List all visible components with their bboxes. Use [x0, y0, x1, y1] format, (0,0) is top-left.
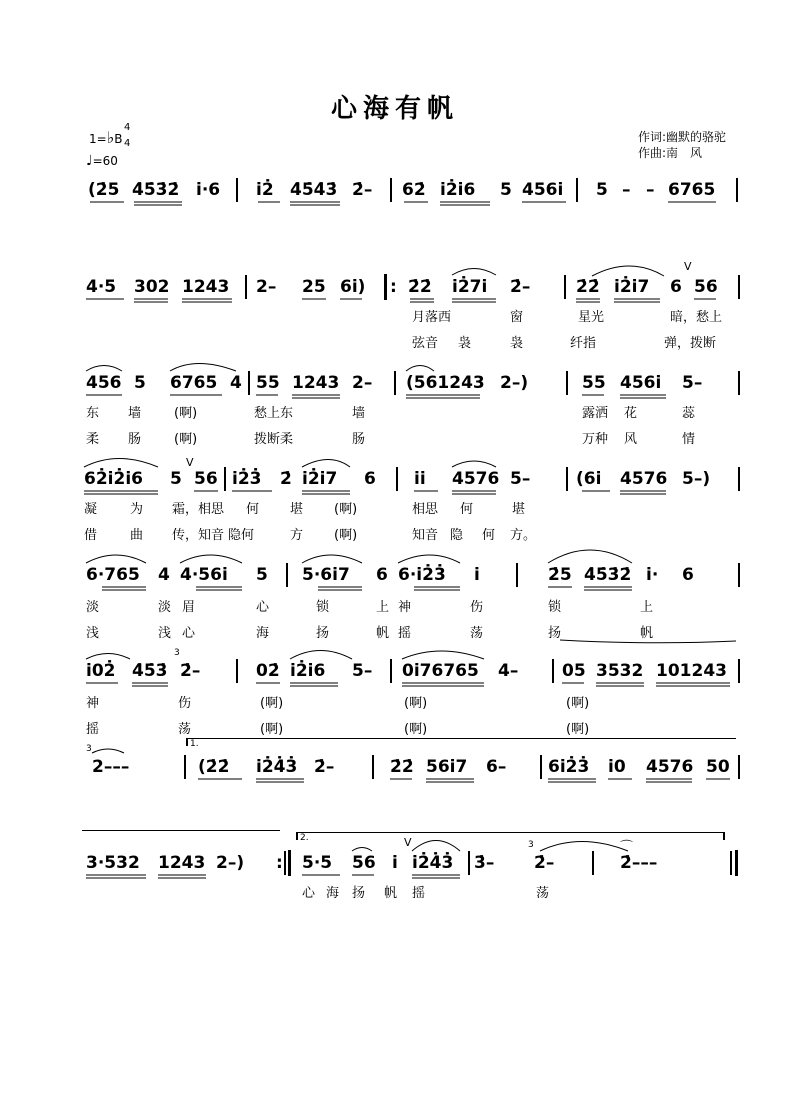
- lyric: 墙: [128, 406, 142, 421]
- note-group: 1243: [182, 277, 230, 297]
- lyric: 传，知音: [172, 528, 225, 543]
- note-group: 4̇5̇3̇2̇: [132, 180, 180, 200]
- slur: [452, 266, 664, 276]
- note-group: 4–: [498, 661, 519, 681]
- note-group: (561243: [406, 373, 485, 393]
- lyric: 东: [86, 406, 100, 421]
- note-group: 2̇5: [548, 565, 572, 585]
- note-group: 2̇–: [314, 757, 335, 777]
- tempo-value: =60: [92, 154, 118, 168]
- grace-note: 3: [528, 840, 534, 850]
- rhythm-underline: [102, 587, 632, 590]
- lyric: 情: [682, 432, 696, 447]
- note-group: 5–: [510, 469, 531, 489]
- lyric: 肠: [128, 432, 142, 447]
- note-group: 3·532: [86, 853, 140, 873]
- note-group: –: [646, 180, 655, 200]
- lyric: 锁: [316, 600, 330, 615]
- lyric: 凝: [84, 502, 98, 517]
- lyric: 帆: [376, 626, 390, 641]
- lyric: 暗，愁上: [670, 310, 723, 325]
- note-group: 2–––: [92, 757, 130, 777]
- note-group: i0: [608, 757, 626, 777]
- lyric: 摇: [86, 722, 100, 737]
- lyric: 浅: [158, 626, 172, 641]
- lyric: (啊): [404, 722, 428, 737]
- note-group: 101243: [656, 661, 727, 681]
- lyric: (啊): [174, 432, 198, 447]
- lyric: 锁: [548, 600, 562, 615]
- slur: [352, 841, 628, 852]
- note-group: 2̇–––: [620, 853, 658, 873]
- note-group: i2̇3̇: [232, 469, 262, 489]
- note-group: 5·6i7: [302, 565, 350, 585]
- note-group: 2–: [352, 373, 373, 393]
- lyric: 万种: [582, 432, 609, 447]
- note-group: 6·i2̇3̇: [398, 565, 446, 585]
- lyric: 露洒: [582, 406, 609, 421]
- note-group: 55: [582, 373, 606, 393]
- lyric: 肠: [352, 432, 366, 447]
- note-group: 50: [706, 757, 730, 777]
- rhythm-underline: [86, 683, 730, 686]
- note-group: 25: [302, 277, 326, 297]
- rhythm-underline: [198, 779, 730, 782]
- note-group: 2̇–: [510, 277, 531, 297]
- lyric: 伤: [470, 600, 484, 615]
- note-group: 4̇5̇4̇3̇: [290, 180, 338, 200]
- lyric: 借: [84, 528, 98, 543]
- note-group: 4·5: [86, 277, 117, 297]
- note-group: 05: [562, 661, 586, 681]
- lyric: (啊): [334, 502, 358, 517]
- note-group: 5–: [352, 661, 373, 681]
- lyric: (啊): [566, 696, 590, 711]
- note-group: i2̇7i: [452, 277, 488, 297]
- note-group: 0i76765: [402, 661, 479, 681]
- lyric: 荡: [178, 722, 192, 737]
- lyric: 隐何: [228, 528, 255, 543]
- lyric: (啊): [334, 528, 358, 543]
- note-group: i: [392, 853, 398, 873]
- note-group: 4576: [646, 757, 694, 777]
- note-group: 2–: [256, 277, 277, 297]
- note-group: i2̇i7: [614, 277, 650, 297]
- lyric: 心: [182, 626, 196, 641]
- lyric: 愁上东: [254, 406, 294, 421]
- composer: 作曲:南 风: [638, 146, 703, 160]
- rhythm-underline: [86, 875, 460, 878]
- rhythm-underline: [86, 299, 716, 302]
- lyric: 纤指: [570, 336, 597, 351]
- lyric: 荡: [536, 886, 550, 901]
- note-group: 6: [376, 565, 388, 585]
- slur: [86, 550, 736, 643]
- lyric: 相思: [412, 502, 439, 517]
- note-group: 6i): [340, 277, 366, 297]
- note-group: 6–: [486, 757, 507, 777]
- lyric: (啊): [404, 696, 428, 711]
- lyric: 拨断柔: [254, 432, 294, 447]
- lyric: 神: [398, 600, 412, 615]
- note-group: 6·765: [86, 565, 140, 585]
- rhythm-underline: [90, 202, 716, 205]
- time-signature-denominator: 4: [124, 138, 131, 149]
- note-group: 02̇: [256, 661, 280, 681]
- note-group: i·: [646, 565, 659, 585]
- lyric: 堪: [512, 502, 526, 517]
- lyric: 上: [376, 600, 390, 615]
- lyric: 曲: [130, 528, 144, 543]
- note-group: i02̇: [86, 661, 116, 681]
- note-group: 2–): [500, 373, 529, 393]
- lyricist: 作词:幽默的骆驼: [638, 130, 727, 144]
- note-group: 6765: [170, 373, 218, 393]
- note-group: 4̇5̇3̇2̇: [584, 565, 632, 585]
- lyric: (啊): [566, 722, 590, 737]
- note-group: 6: [364, 469, 376, 489]
- note-group: 302: [134, 277, 170, 297]
- lyric: 浅: [86, 626, 100, 641]
- lyric: 隐: [450, 528, 464, 543]
- lyric: 何: [246, 502, 260, 517]
- lyric: (啊): [260, 696, 284, 711]
- lyric: 眉: [182, 600, 196, 615]
- lyric: 窗: [510, 310, 524, 325]
- lyric: 弹，拨断: [664, 336, 717, 351]
- lyric: 淡: [86, 600, 100, 615]
- note-group: 6i2̇3̇: [548, 757, 590, 777]
- note-group: 2̇: [280, 469, 292, 489]
- volta-2-label: 2.: [300, 833, 309, 843]
- volta-1-label: 1.: [190, 739, 199, 749]
- note-group: 5–): [682, 469, 711, 489]
- lyric: 月落西: [412, 310, 452, 325]
- note-group: 4: [230, 373, 242, 393]
- lyric: 何: [460, 502, 474, 517]
- note-group: 5·5: [302, 853, 333, 873]
- lyric: 袅: [458, 336, 472, 351]
- lyric: 袅: [510, 336, 524, 351]
- lyric: 荡: [470, 626, 484, 641]
- note-group: 5: [134, 373, 146, 393]
- slur: [84, 459, 496, 468]
- note-group: 2̇2̇: [390, 757, 414, 777]
- lyric: 心: [256, 600, 270, 615]
- note-group: i·6: [196, 180, 221, 200]
- slur: [92, 749, 124, 753]
- lyric: 海: [326, 886, 340, 901]
- note-group: i2̇i7: [302, 469, 338, 489]
- note-group: 6: [682, 565, 694, 585]
- note-group: 456: [86, 373, 122, 393]
- lyric: (啊): [174, 406, 198, 421]
- note-group: i2̇i6: [290, 661, 326, 681]
- breath-mark: V: [684, 260, 692, 273]
- repeat-sign: :: [390, 277, 397, 297]
- lyric: 扬: [352, 886, 366, 901]
- note-group: 56: [194, 469, 218, 489]
- note-group: 6765: [668, 180, 716, 200]
- lyric: 扬: [316, 626, 330, 641]
- lyric: 为: [130, 502, 144, 517]
- note-group: (2̇2̇: [198, 757, 230, 777]
- time-signature-numerator: 4: [124, 122, 131, 133]
- lyric: 弦音: [412, 336, 439, 351]
- rhythm-underline: [84, 491, 666, 494]
- note-group: 5–: [682, 373, 703, 393]
- note-group: 5: [596, 180, 608, 200]
- note-group: i: [474, 565, 480, 585]
- lyric: 帆: [384, 886, 398, 901]
- lyric: 风: [624, 432, 638, 447]
- breath-mark: V: [186, 456, 194, 469]
- lyric: 方: [290, 528, 304, 543]
- note-group: 4·56i: [180, 565, 228, 585]
- lyric: 神: [86, 696, 100, 711]
- note-group: –: [622, 180, 631, 200]
- note-group: 3̇–: [474, 853, 495, 873]
- note-group: 6: [670, 277, 682, 297]
- note-group: 4576: [452, 469, 500, 489]
- rhythm-underline: [86, 395, 666, 398]
- key-signature: 1=♭B: [89, 128, 123, 147]
- note-group: 2–): [216, 853, 245, 873]
- lyric: 星光: [578, 310, 605, 325]
- note-group: (2̇5: [88, 180, 120, 200]
- grace-note: 3: [86, 744, 92, 754]
- note-group: ii: [414, 469, 426, 489]
- note-group: 4: [158, 565, 170, 585]
- note-group: i2̇i6: [440, 180, 476, 200]
- lyric: 心: [302, 886, 316, 901]
- note-group: 2̇–: [180, 661, 201, 681]
- note-group: 5: [170, 469, 182, 489]
- note-group: 2̇–: [534, 853, 555, 873]
- repeat-sign: :: [276, 853, 283, 873]
- note-group: 1243: [158, 853, 206, 873]
- note-group: 3532: [596, 661, 644, 681]
- lyric: 蕊: [682, 406, 696, 421]
- note-group: i2̇: [256, 180, 274, 200]
- lyric: 帆: [640, 626, 654, 641]
- note-group: 62̇: [402, 180, 426, 200]
- note-group: 56: [352, 853, 376, 873]
- note-group: (6i: [576, 469, 602, 489]
- lyric: 堪: [290, 502, 304, 517]
- fermata-icon: ⌒: [620, 840, 634, 855]
- page-title: 心海有帆: [330, 94, 459, 124]
- lyric: 摇: [398, 626, 412, 641]
- note-group: 456i: [620, 373, 662, 393]
- note-group: 4576: [620, 469, 668, 489]
- note-group: 5: [256, 565, 268, 585]
- lyric: 墙: [352, 406, 366, 421]
- note-group: 2̇2̇: [576, 277, 600, 297]
- grace-note: 3: [174, 648, 180, 658]
- note-group: 4̇5̇3̇: [132, 661, 168, 681]
- slur: [86, 651, 484, 660]
- note-group: 56i7: [426, 757, 468, 777]
- note-group: 456i: [522, 180, 564, 200]
- lyric: 霜，相思: [172, 502, 225, 517]
- note-group: 2̇2̇: [408, 277, 432, 297]
- note-group: 2̇–: [352, 180, 373, 200]
- lyric: 方。: [510, 528, 537, 543]
- note-group: 55: [256, 373, 280, 393]
- lyric: (啊): [260, 722, 284, 737]
- lyric: 上: [640, 600, 654, 615]
- lyric: 柔: [86, 432, 100, 447]
- note-group: i2̇4̇3̇: [256, 757, 298, 777]
- breath-mark: V: [404, 836, 412, 849]
- quarter-note-icon: ♩: [86, 153, 93, 169]
- note-group: 5: [500, 180, 512, 200]
- note-group: 62̇i2̇i6: [84, 469, 143, 489]
- lyric: 花: [624, 406, 638, 421]
- note-group: i2̇4̇3̇: [412, 853, 454, 873]
- lyric: 摇: [412, 886, 426, 901]
- note-group: 56: [694, 277, 718, 297]
- lyric: 知音: [412, 528, 439, 543]
- lyric: 伤: [178, 696, 192, 711]
- lyric: 淡: [158, 600, 172, 615]
- lyric: 海: [256, 626, 270, 641]
- slur: [86, 364, 434, 372]
- lyric: 扬: [548, 626, 562, 641]
- note-group: 1243: [292, 373, 340, 393]
- lyric: 何: [482, 528, 496, 543]
